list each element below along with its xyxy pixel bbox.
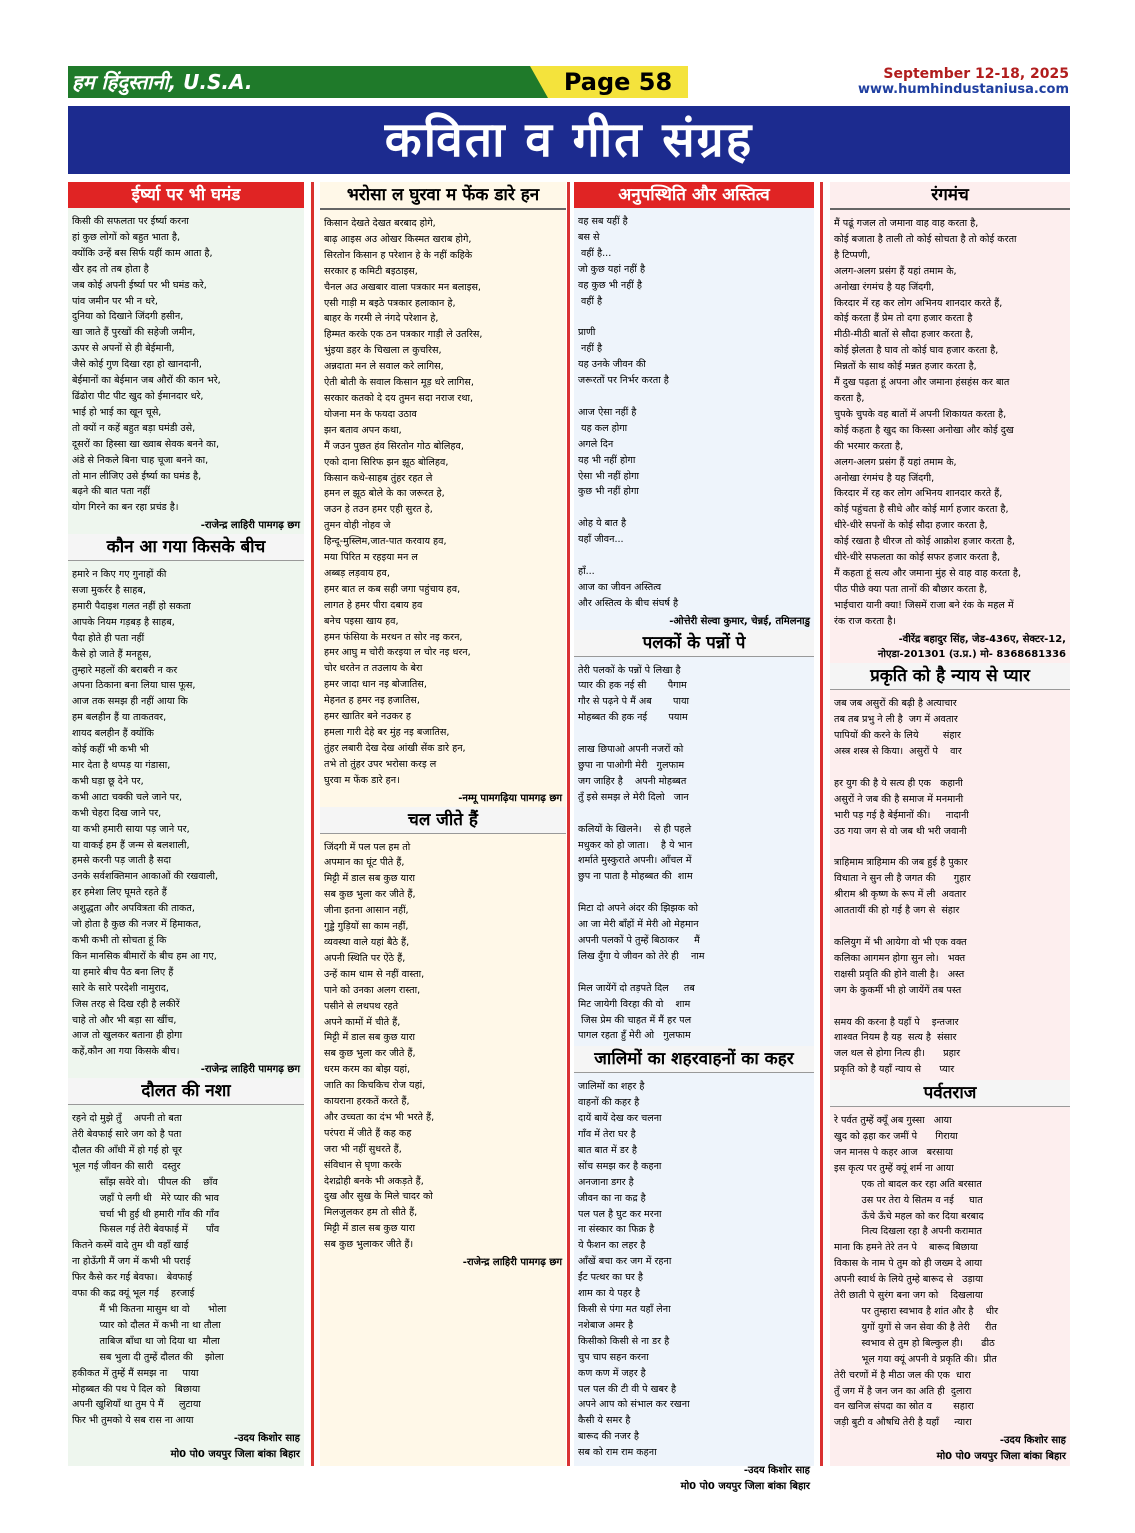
poem-title: ईर्ष्या पर भी घमंड (68, 182, 304, 208)
column-3 (574, 182, 814, 1492)
column-divider (567, 182, 570, 1466)
poem-author: -उदय किशोर साह मो0 पो0 जयपुर जिला बांका बिहार (170, 1433, 300, 1461)
poem-author: -वीरेंद्र बहादुर सिंह, जेड-436ए, सेक्टर-12, नोएडा-201301 (उ.प्र.) मो- 8368681336 (877, 633, 1066, 661)
issue-date: September 12-18, 2025 (883, 66, 1069, 82)
poem-author: -उदय किशोर साह मो0 पो0 जयपुर जिला बांका बिहार (680, 1465, 810, 1492)
poem-author: -उदय किशोर साह मो0 पो0 जयपुर जिला बांका बिहार (936, 1435, 1066, 1463)
column-divider (820, 182, 823, 1466)
poem-text: वह सब यहीं है बस से वहीं है... जो कुछ यहां नहीं है वह कुछ भी नहीं है वहीं है प्राणी नहीं है यह उनके जीवन की जरूरतों पर निर्भर करता है आज ऐसा नहीं है यह कल होगा अगले दिन यह भी नहीं होगा ऐसा भी नहीं होगा कुछ भी नहीं होगा ओह ये बात है यहाँ जीवन... हाँ... आज का जीवन अस्तित्व और अस्तित्व के बीच संघर्ष है (578, 216, 679, 609)
poem-text: रहने दो मुझे तुँ अपनी तो बता तेरी बेवफाई सारे जग को है पता दौलत की आँधी में हो गई हो चूर भूल गई जीवन की सारी दस्तुर साँझ सवेरे वो। पीपल की छाँव जहाँ पे लगी थी मेरे प्यार की भाव चर्चा भी हुई थी हमारी गाँव की गाँव फिसल गई तेरी बेवफाई में पाँव कितने कस्में वादे तुम थी वहाँ खाई ना होऊँगी मैं जग में कभी भी पराई फिर कैसे कर गई बेवफा। बेवफाई वफा की कद्र क्यूं भूल गई हरजाई मैं भी कितना मासुम था वो भोला प्यार को दौलत में कभी ना था तौला ताबिज बाँधा था जो दिया था मौला सब भुला दी तुम्हें दौलत की झोला हकीकत में तुम्हें मैं समझ ना पाया मोहब्बत की पथ पे दिल को बिछाया अपनी खुशियाँ था तुम पे मैं लुटाया फिर भी तुमको ये सब रास ना आया (72, 1113, 227, 1427)
poem-title: दौलत की नशा (68, 1078, 304, 1105)
poem-title: पर्वतराज (830, 1080, 1070, 1107)
column-4 (830, 182, 1070, 1466)
poem-title: भरोसा ल घुरवा म फेंक डारे हन (320, 182, 566, 210)
poem-author: -ओत्तेरी सेल्वा कुमार, चेन्नई, तमिलनाडु (669, 615, 810, 627)
column-divider (311, 182, 314, 1466)
poem-text: किसी की सफलता पर ईर्ष्या करना हां कुछ लोगों को बहुत भाता है, क्योंकि उन्हें बस सिर्फ यहीं काम आता है, खैर हद तो तब होता है जब कोई अपनी ईर्ष्या पर भी घमंड करे, पांव जमीन पर भी न धरे, दुनिया को दिखाने जिंदगी हसीन, खा जाते हैं पुरखों की सहेजी जमीन, ऊपर से अपनों से ही बेईमानी, जैसे कोई गुण दिखा रहा हो खानदानी, बेईमानों का बेईमान जब औरों की कान भरे, ढिंढोरा पीट पीट खुद को ईमानदार धरे, भाई हो भाई का खून चूसे, तो क्यों न कहें बहुत बड़ा घमंडी उसे, दूसरों का हिस्सा खा ख्वाब सेवक बनने का, अंडे से निकले बिना चाह चूजा बनने का, तो मान लीजिए उसे ईर्ष्या का घमंड है, बढ़ने की बात पता नहीं योग गिरने का बन रहा प्रचंड है। (72, 216, 221, 514)
poem-text: रे पर्वत तुम्हें क्यूँ अब गुस्सा आया खुद को ढ़हा कर जमीं पे गिराया जन मानस पे कहर आज बरसाया इस कृत्य पर तुम्हें क्यूं शर्म ना आया एक तो बादल कर रहा अति बरसात उस पर तेरा ये सितम व नई घात ऊँचे ऊँचे महल को कर दिया बरबाद नित्य दिखला रहा है अपनी करामात माना कि हमने तेरे तन पे बारूद बिछाया विकास के नाम पे तुम को ही जख्म दे आया अपनी स्वार्थ के लिये तुम्हे बारूद से उड़ाया तेरी छाती पे सुरंग बना जग को दिखलाया पर तुम्हारा स्वभाव है शांत और है धीर युगों युगों से जन सेवा की है तेरी रीत स्वभाव से तुम हो बिल्कुल ही। ढीठ भूल गया क्यूं अपनी वे प्रकृति की। प्रीत तेरी चरणों में है मीठा जल की एक धारा तुँ जग में है जन जन का अति ही दुलारा वन खनिज संपदा का स्रोत व सहारा जड़ी बुटी व औषधि तेरी है यहाँ न्यारा (834, 1115, 999, 1429)
poem-title: चल जीते हैं (320, 807, 566, 834)
poem-title: रंगमंच (830, 182, 1070, 210)
poem-title: अनुपस्थिति और अस्तित्व (574, 182, 814, 208)
poem-title: कौन आ गया किसके बीच (68, 534, 304, 561)
masthead (68, 66, 688, 98)
poem-author: -नम्मू पामगढ़िया पामगढ़ छग (458, 792, 562, 804)
brand-name: हम हिंदुस्तानी, U.S.A. (68, 66, 548, 98)
poem-author: -राजेन्द्र लाहिरी पामगढ़ छग (200, 520, 300, 532)
poem-text: जालिमों का शहर है वाहनों की कहर है दायें बायें देख कर चलना गाँव में तेरा घर है बात बात में डर है सोंच समझ कर है कहना अनजाना डगर है जीवन का ना कद्र है पल पल है घुट कर मरना ना संस्कार का फिक्र है ये फैशन का लहर है आँखें बचा कर जग में रहना ईंट पत्थर का घर है शाम का ये पहर है किसी से पंगा मत यहाँ लेना नशेबाज अमर है किसीको किसी से ना डर है चुप चाप सहन करना कण कण में जहर है पल पल की टी वी पे खबर है अपने आप को संभाल कर रखना कैसी ये समर है बारूद की नजर है सब को राम राम कहना (578, 1081, 690, 1459)
poem-title: जालिमों का शहरवाहनों का कहर (574, 1046, 814, 1073)
poem-author: -राजेन्द्र लाहिरी पामगढ़ छग (462, 1257, 562, 1269)
poem-text: मैं पढूं गजल तो जमाना वाह वाह करता है, कोई बजाता है ताली तो कोई सोचता है तो कोई करता है टिप्पणी, अलग-अलग प्रसंग हैं यहां तमाम के, अनोखा रंगमंच है यह जिंदगी, किरदार में रह कर लोग अभिनय शानदार करते हैं, कोई करता हैं प्रेम तो दगा हजार करता है मीठी-मीठी बातों से सौदा हजार करता है, कोई झेलता है घाव तो कोई घाव हजार करता है, मिन्नतों के साथ कोई मन्नत हजार करता है, मैं दुख पढ़ता हूं अपना और जमाना हंसहंस कर बात करता है, चुपके चुपके वह बातों में अपनी शिकायत करता है, कोई कहता है खुद का किस्सा अनोखा और कोई दुख की भरमार करता है, अलग-अलग प्रसंग हैं यहां तमाम के, अनोखा रंगमंच है यह जिंदगी, किरदार में रह कर लोग अभिनय शानदार करते हैं, कोई पहुंचता है सीधे और कोई मार्ग हजार करता है, धीरे-धीरे सपनों के कोई सौदा हजार करता है, कोई रखता है धीरज तो कोई आक्रोश हजार करता है, धीरे-धीरे सफलता का कोई सफर हजार करता है, मैं कहता हूं सत्य और जमाना मुंह से वाह वाह करता है, पीठ पीछे क्या पता तानों की बौछार करता है, भाईचारा यानी क्या! जिसमें राजा बने रंक के महल में रंक राज करता है। (834, 218, 1022, 627)
column-1 (68, 182, 304, 1466)
page-number: Page 58 (548, 66, 688, 98)
poem-text: तेरी पलकों के पन्नों पे लिखा है प्यार की हक नई सी पैगाम गौर से पढ़ने पे मैं अब पाया मोहब्बत की हक नई पयाम लाख छिपाओ अपनी नजरों को छुपा ना पाओगी मेरी गुलफाम जग जाहिर है अपनी मोहब्बत तुँ इसे समझ ले मेरी दिलो जान कलियों के खिलने। से ही पहले मधुकर को हो जाता। है ये भान शर्माते मुस्कुराते अपनी। आँचल में छुप ना पाता है मोहब्बत की शाम मिटा दो अपने अंदर की झिझक को आ जा मेरी बाँहों में मेरी ओ मेहमान अपनी पलकों पे तुम्हें बिठाकर मैं लिख दुँगा ये जीवन को तेरे ही नाम मिल जायेंगें दो तड़पते दिल तब मिट जायेगी विरहा की वो शाम जिस प्रेम की चाहत में मैं हर पल पागल रहता हुँ मेरी ओ गुलफाम (578, 664, 705, 1042)
poem-title: प्रकृति को है न्याय से प्यार (830, 663, 1070, 690)
website-url[interactable]: www.humhindustaniusa.com (857, 82, 1069, 97)
poem-text: किसान देखते देखत बरबाद होगे, बाढ़ आइस अउ ओखर किस्मत खराब होगे, सिरतोन किसान ह परेशान हे के नहीं कहिके सरकार ह कमिटी बइठाइस, चैनल अउ अखबार वाला पत्रकार मन बलाइस, एसी गाड़ी म बइठे पत्रकार हलाकान हे, बाहर के गरमी ले नंगदे परेशान हे, हिम्मत करके एक ठन पत्रकार गाड़ी ले उतरिस, भुंइया डहर के चिखला ल कुचरिस, अन्नदाता मन ले सवाल करे लागिस, ऐती बोती के सवाल किसान मूड़ धरे लागिस, सरकार कतको दे दय तुमन सदा नराज रथा, योजना मन के फयदा उठाव झन बताव अपन कथा, मैं जउन पुछत हंव सिरतोन गोठ बोलिहव, एको दाना सिरिफ झन झूठ बोलिहव, किसान कथे-साहब तुंहर रहत ले हमन ल झूठ बोले के का जरूरत हे, जउन हे तउन हमर एही सुरत हे, तुमन वोही नोहव जे हिन्दू-मुस्लिम,जात-पात करवाय हव, मया पिरित म रहइया मन ल अब्बड़ लड़वाय हव, हमर बात ल कब सही जगा पहुंचाय हव, लागत हे हमर पीरा दबाय हव बनेच पइसा खाय हव, हमन फंसिया के मरथन त सोर नइ करन, हमर आघु म चोरी करइया ल चोर नइ धरन, चोर धरतेन त तउलाय के बेरा हमर जादा धान नइ बोजातिस, मेहनत ह हमर नइ हजातिस, हमर खातिर बने नउकर ह हमला गारी देहे बर मुंह नइ बजातिस, तुंहर लबारी देख देख आंखी सेंक डारे हन, तभे तो तुंहर उपर भरोसा करइ ल घुरवा म फेंक डारे हन। (324, 218, 483, 786)
poem-text: जिंदगी में पल पल हम तो अपमान का घूंट पीते हैं, मिट्टी में डाल सब कुछ यारा सब कुछ भुला कर जीते हैं, जीना इतना आसान नहीं, गुड्डे गुड़ियों सा काम नहीं, व्यवस्था वाले यहां बैठे हैं, अपनी स्थिति पर ऐंठे हैं, उन्हें काम धाम से नहीं वास्ता, पाने को उनका अलग रास्ता, पसीने से लथपथ रहते अपने कामों में चीते हैं, मिट्टी में डाल सब कुछ यारा सब कुछ भुला कर जीते हैं, धरम करम का बोझ यहां, जाति का किचकिच रोज यहां, कायराना हरकतें करते हैं, और उच्चता का दंभ भी भरते हैं, परंपरा में जीते हैं कह कह जरा भी नहीं सुधरते हैं, संविधान से घृणा करके देशद्रोही बनके भी अकड़ते हैं, दुख और सुख के मिले चादर को मिलजुलकर हम तो सीते हैं, मिट्टी में डाल सब कुछ यारा सब कुछ भुलाकर जीते हैं। (324, 841, 435, 1251)
issue-info (858, 66, 1069, 98)
poem-title: पलकों के पन्नों पे (574, 630, 814, 657)
poem-author: -राजेन्द्र लाहिरी पामगढ़ छग (200, 1064, 300, 1076)
poem-text: जब जब असुरों की बढ़ी है अत्याचार तब तब प्रभु ने ली है जग में अवतार पापियों की करने के लिये संहार अस्त्र शस्त्र से किया। असुरों पे वार हर युग की है ये सत्य ही एक कहानी असुरों ने जब की है समाज में मनमानी भारी पड़ गई है बेईमानों की। नादानी उठ गया जग से वो जब थी भरी जवानी त्राहिमाम त्राहिमाम की जब हुई है पुकार विधाता ने सुन ली है जगत की गुहार श्रीराम श्री कृष्ण के रूप में ली अवतार आततायीं की हो गई है जग से संहार कलियुग में भी आयेगा वो भी एक वक्त कलिका आगमन होगा सुन लो। भक्त राक्षसी प्रवृति की होने वाली है। अस्त जग के कुकर्मी भी हो जायेंगें तब पस्त समय की करना है यहाँ पे इन्तजार शाश्वत नियम है यह सत्य है संसार जल थल से होगा नित्य ही। प्रहार प्रकृति को है यहाँ न्याय से प्यार (834, 698, 971, 1076)
column-2 (320, 182, 566, 1466)
poem-text: हमारे न किए गए गुनाहों की सजा मुकर्रर है साहब, हमारी पैदाइश गलत नहीं हो सकता आपके नियम गड़बड़ है साहब, पैदा होते ही पता नहीं कैसे हो जाते हैं मनहूस, तुम्हारे महलों की बराबरी न कर अपना ठिकाना बना लिया घास फूस, आज तक समझ ही नहीं आया कि हम बलहीन हैं या ताकतवर, शायद बलहीन हैं क्योंकि कोई कहीं भी कभी भी मार देता है थप्पड़ या गंडासा, कभी घड़ा छू देने पर, कभी आटा चक्की चले जाने पर, कभी चेहरा दिख जाने पर, या कभी हमारी साया पड़ जाने पर, या वाकई हम हैं जन्म से बलशाली, हमसे करनी पड़ जाती है सदा उनके सर्वशक्तिमान आकाओं की रखवाली, हर हमेशा लिए घूमते रहते हैं अशुद्धता और अपवित्रता की ताकत, जो होता है कुछ की नजर में हिमाकत, कभी कभी तो सोचता हूं कि किन मानसिक बीमारों के बीच हम आ गए, या हमारे बीच पैठ बना लिए हैं सारे के सारे परदेशी नामुराद, जिस तरह से दिख रही है लकीरें चाहे तो और भी बड़ा सा खींच, आज तो खुलकर बताना ही होगा कहें,कौन आ गया किसके बीच। (72, 569, 219, 1058)
section-title: कविता व गीत संग्रह (68, 106, 1070, 174)
